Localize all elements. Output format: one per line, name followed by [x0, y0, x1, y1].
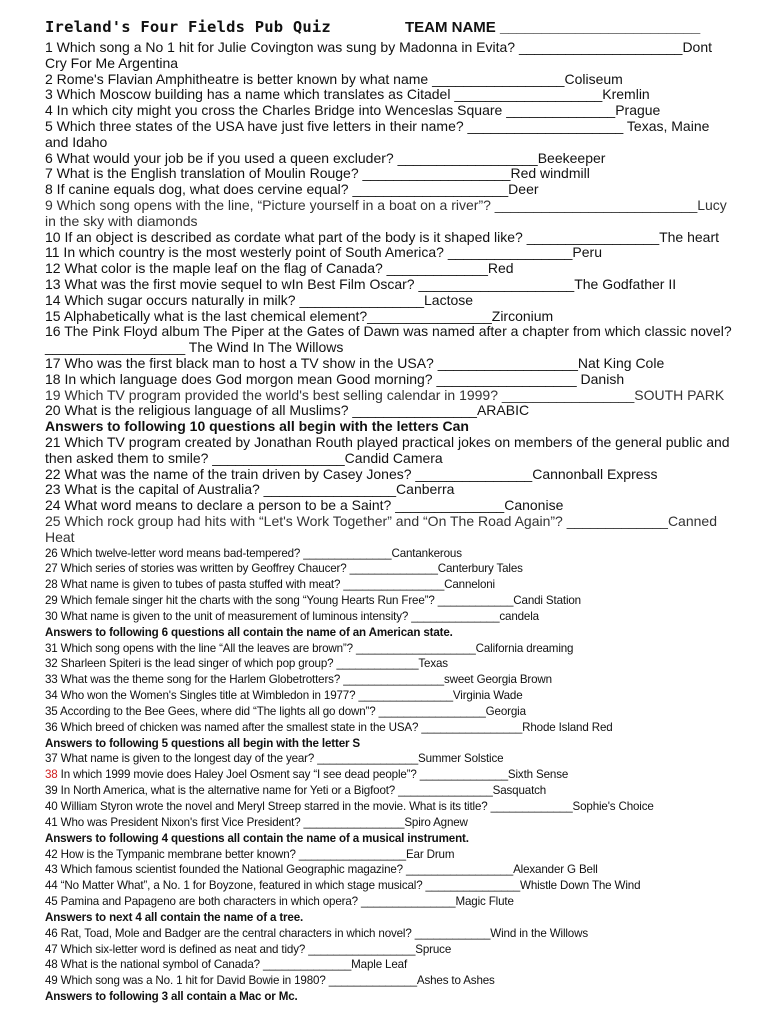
question-text: Which song opens with the line “All the leaves are brown”? ___________________California dreaming: [57, 641, 574, 655]
question-text: According to the Bee Gees, where did “The lights all go down”? _________________Georgia: [57, 704, 526, 718]
section-heading: [45, 831, 735, 847]
question-line: [45, 609, 735, 625]
question-text: In which 1999 movie does Haley Joel Osment say “I see dead people”? ______________Sixth Sense: [57, 768, 569, 782]
question-line: [45, 198, 735, 230]
question-line: [45, 72, 735, 88]
question-text: What is the capital of Australia? _________________Canberra: [60, 481, 455, 498]
question-number: 30: [45, 609, 58, 623]
question-line: [45, 324, 735, 356]
section-heading: [45, 736, 735, 752]
question-number: 8: [45, 181, 53, 198]
section-heading: [45, 625, 735, 641]
question-text: What name is given to tubes of pasta stuffed with meat? ________________Canneloni: [57, 578, 495, 592]
question-number: 14: [45, 291, 61, 308]
question-line: [45, 293, 735, 309]
question-number: 46: [45, 926, 58, 940]
question-number: 42: [45, 847, 58, 861]
question-number: 31: [45, 641, 58, 655]
question-text: What is the English translation of Moulin Rouge? ___________________Red windmill: [52, 165, 590, 182]
question-line: [45, 783, 735, 799]
question-line: [45, 40, 735, 72]
question-number: 37: [45, 752, 58, 766]
question-line: [45, 356, 735, 372]
section-heading-text: Answers to following 3 all contain a Mac or Mc.: [45, 990, 298, 1004]
question-text: What is the religious language of all Muslims? ________________ARABIC: [60, 402, 530, 419]
question-text: Which Moscow building has a name which translates as Citadel ___________________Kremlin: [52, 86, 650, 103]
question-line: [45, 688, 735, 704]
question-text: Which famous scientist founded the National Geographic magazine? _________________Alexander G Bell: [57, 863, 598, 877]
question-number: 16: [45, 323, 61, 340]
section-heading-text: Answers to following 10 questions all begin with the letters Can: [45, 418, 469, 435]
question-line: [45, 482, 735, 498]
question-number: 21: [45, 433, 61, 450]
question-text: Which rock group had hits with “Let's Work Together” and “On The Road Again”? _____________Canned Heat: [45, 512, 717, 545]
question-text: What was the first movie sequel to wIn Best Film Oscar? ____________________The Godfather II: [60, 275, 677, 292]
question-text: The Pink Floyd album The Piper at the Gates of Dawn was named after a chapter from which classic novel? __________________ The Wind In The Willows: [45, 323, 732, 356]
section-heading-text: Answers to next 4 all contain the name of a tree.: [45, 910, 304, 924]
question-line: [45, 878, 735, 894]
question-text: Which TV program created by Jonathan Routh played practical jokes on members of the general public and then asked them to smile? _________________Candid Camera: [45, 433, 730, 466]
question-line: [45, 926, 735, 942]
question-number: 23: [45, 481, 61, 498]
question-number: 34: [45, 689, 58, 703]
section-heading-text: Answers to following 6 questions all contain the name of an American state.: [45, 625, 453, 639]
question-text: Which female singer hit the charts with the song “Young Hearts Run Free”? ____________Candi Station: [57, 594, 581, 608]
section-heading-text: Answers to following 5 questions all begin with the letter S: [45, 736, 361, 750]
question-text: How is the Tympanic membrane better known? _________________Ear Drum: [57, 847, 455, 861]
question-number: 28: [45, 578, 58, 592]
question-number: 49: [45, 974, 58, 988]
question-text: What name is given to the longest day of the year? ________________Summer Solstice: [57, 752, 504, 766]
question-number: 19: [45, 386, 61, 403]
question-number: 41: [45, 815, 58, 829]
question-text: In North America, what is the alternative name for Yeti or a Bigfoot? _______________Sasquatch: [57, 784, 547, 798]
question-number: 6: [45, 149, 53, 166]
question-text: William Styron wrote the novel and Meryl Streep starred in the movie. What is its title? _____________Sophie's Choice: [57, 800, 654, 813]
section-heading: [45, 910, 735, 926]
question-text: Which six-letter word is defined as neat and tidy? _________________Spruce: [57, 942, 452, 956]
question-line: [45, 577, 735, 593]
question-number: 2: [45, 70, 53, 87]
question-text: Who won the Women's Singles title at Wimbledon in 1977? _______________Virginia Wade: [57, 689, 523, 703]
section-heading: [45, 989, 735, 1005]
question-number: 38: [45, 768, 58, 782]
question-text: Which song opens with the line, “Picture yourself in a boat on a river”? __________________________Lucy in the sky with diamonds: [45, 196, 727, 229]
question-number: 24: [45, 497, 61, 514]
question-number: 13: [45, 275, 61, 292]
question-text: In which country is the most westerly point of South America? ________________Peru: [59, 244, 602, 261]
question-number: 15: [45, 307, 61, 324]
question-number: 27: [45, 562, 58, 576]
question-text: What name is given to the unit of measurement of luminous intensity? ______________candela: [57, 609, 539, 623]
question-line: [45, 546, 735, 562]
question-line: [45, 894, 735, 910]
question-number: 48: [45, 958, 58, 972]
question-number: 25: [45, 512, 61, 529]
question-number: 47: [45, 942, 58, 956]
question-text: Which song a No 1 hit for Julie Covington was sung by Madonna in Evita? _____________________Dont Cry For Me Argentina: [45, 39, 713, 71]
question-text: Alphabetically what is the last chemical element?________________Zirconium: [60, 307, 554, 324]
question-text: Which sugar occurs naturally in milk? ________________Lactose: [60, 291, 474, 308]
question-number: 35: [45, 704, 58, 718]
question-line: [45, 847, 735, 863]
question-line: [45, 166, 735, 182]
question-line: [45, 672, 735, 688]
header: [45, 18, 735, 40]
question-text: What color is the maple leaf on the flag of Canada? _____________Red: [60, 260, 514, 277]
question-number: 3: [45, 86, 53, 103]
question-line: [45, 767, 735, 783]
question-line: [45, 245, 735, 261]
question-number: 33: [45, 673, 58, 687]
section-heading: [45, 419, 735, 435]
question-number: 17: [45, 354, 61, 371]
question-line: [45, 403, 735, 419]
question-text: Who was President Nixon's first Vice President? ________________Spiro Agnew: [57, 815, 468, 829]
question-line: [45, 103, 735, 119]
question-line: [45, 514, 735, 546]
question-text: If canine equals dog, what does cervine equal? ____________________Deer: [52, 181, 539, 198]
question-text: In which language does God morgon mean Good morning? __________________ Danish: [60, 370, 625, 387]
question-number: 26: [45, 546, 58, 560]
question-text: What was the name of the train driven by Casey Jones? _______________Cannonball Express: [60, 465, 658, 482]
quiz-title: Ireland's Four Fields Pub Quiz: [45, 18, 331, 36]
question-number: 40: [45, 800, 58, 813]
question-list: [45, 40, 735, 1005]
question-line: [45, 388, 735, 404]
question-text: What would your job be if you used a queen excluder? __________________Beekeeper: [52, 149, 606, 166]
question-number: 22: [45, 465, 61, 482]
question-text: In which city might you cross the Charles Bridge into Wenceslas Square ______________Prague: [52, 102, 661, 119]
question-line: [45, 641, 735, 657]
question-number: 10: [45, 228, 61, 245]
question-line: [45, 435, 735, 467]
question-line: [45, 957, 735, 973]
question-number: 12: [45, 260, 61, 277]
question-line: [45, 261, 735, 277]
question-line: [45, 720, 735, 736]
question-text: Which song was a No. 1 hit for David Bowie in 1980? ______________Ashes to Ashes: [57, 974, 495, 988]
question-line: [45, 151, 735, 167]
question-line: [45, 372, 735, 388]
question-line: [45, 656, 735, 672]
question-line: [45, 119, 735, 151]
question-number: 36: [45, 720, 58, 734]
question-text: Which series of stories was written by Geoffrey Chaucer? ______________Canterbury Tales: [57, 562, 523, 576]
question-number: 20: [45, 402, 61, 419]
question-text: Which breed of chicken was named after the smallest state in the USA? ________________Rhode Island Red: [57, 720, 613, 734]
question-number: 1: [45, 39, 53, 55]
question-text: Pamina and Papageno are both characters in which opera? _______________Magic Flute: [57, 895, 514, 909]
question-text: What is the national symbol of Canada? ______________Maple Leaf: [57, 958, 408, 972]
question-text: Which three states of the USA have just five letters in their name? ____________________ Texas, Maine and Idaho: [45, 117, 710, 150]
question-number: 18: [45, 370, 61, 387]
question-line: [45, 309, 735, 325]
question-text: What was the theme song for the Harlem Globetrotters? ________________sweet Georgia Brown: [57, 673, 552, 687]
question-text: Sharleen Spiteri is the lead singer of which pop group? _____________Texas: [57, 657, 448, 671]
question-number: 7: [45, 165, 53, 182]
quiz-page: [45, 18, 735, 1005]
question-text: “No Matter What”, a No. 1 for Boyzone, featured in which stage musical? _______________Whistle Down The Wind: [57, 879, 641, 893]
question-number: 29: [45, 594, 58, 608]
question-number: 32: [45, 657, 58, 671]
question-line: [45, 815, 735, 831]
question-number: 5: [45, 117, 53, 134]
question-text: Which twelve-letter word means bad-tempered? ______________Cantankerous: [57, 546, 462, 560]
question-number: 45: [45, 895, 58, 909]
question-line: [45, 751, 735, 767]
question-number: 39: [45, 784, 58, 798]
question-line: [45, 561, 735, 577]
question-line: [45, 593, 735, 609]
question-number: 43: [45, 863, 58, 877]
question-text: Which TV program provided the world's best selling calendar in 1999? _________________SOUTH PARK: [60, 386, 725, 403]
section-heading-text: Answers to following 4 questions all contain the name of a musical instrument.: [45, 831, 469, 845]
question-line: [45, 942, 735, 958]
question-line: [45, 277, 735, 293]
question-number: 4: [45, 102, 53, 119]
question-number: 11: [45, 244, 60, 261]
question-text: What word means to declare a person to be a Saint? ______________Canonise: [60, 497, 564, 514]
question-line: [45, 87, 735, 103]
team-name-field: TEAM NAME ________________________: [404, 19, 701, 36]
question-number: 44: [45, 879, 58, 893]
question-text: Rat, Toad, Mole and Badger are the central characters in which novel? ____________Wind in the Willows: [57, 926, 588, 940]
question-line: [45, 799, 735, 815]
question-line: [45, 704, 735, 720]
question-text: Who was the first black man to host a TV show in the USA? __________________Nat King Cole: [60, 354, 665, 371]
question-line: [45, 862, 735, 878]
question-number: 9: [45, 196, 53, 213]
question-text: Rome's Flavian Amphitheatre is better known by what name _________________Coliseum: [52, 70, 623, 87]
question-text: If an object is described as cordate what part of the body is it shaped like? _________________The heart: [60, 228, 720, 245]
question-line: [45, 973, 735, 989]
question-line: [45, 230, 735, 246]
question-line: [45, 498, 735, 514]
question-line: [45, 182, 735, 198]
question-line: [45, 467, 735, 483]
